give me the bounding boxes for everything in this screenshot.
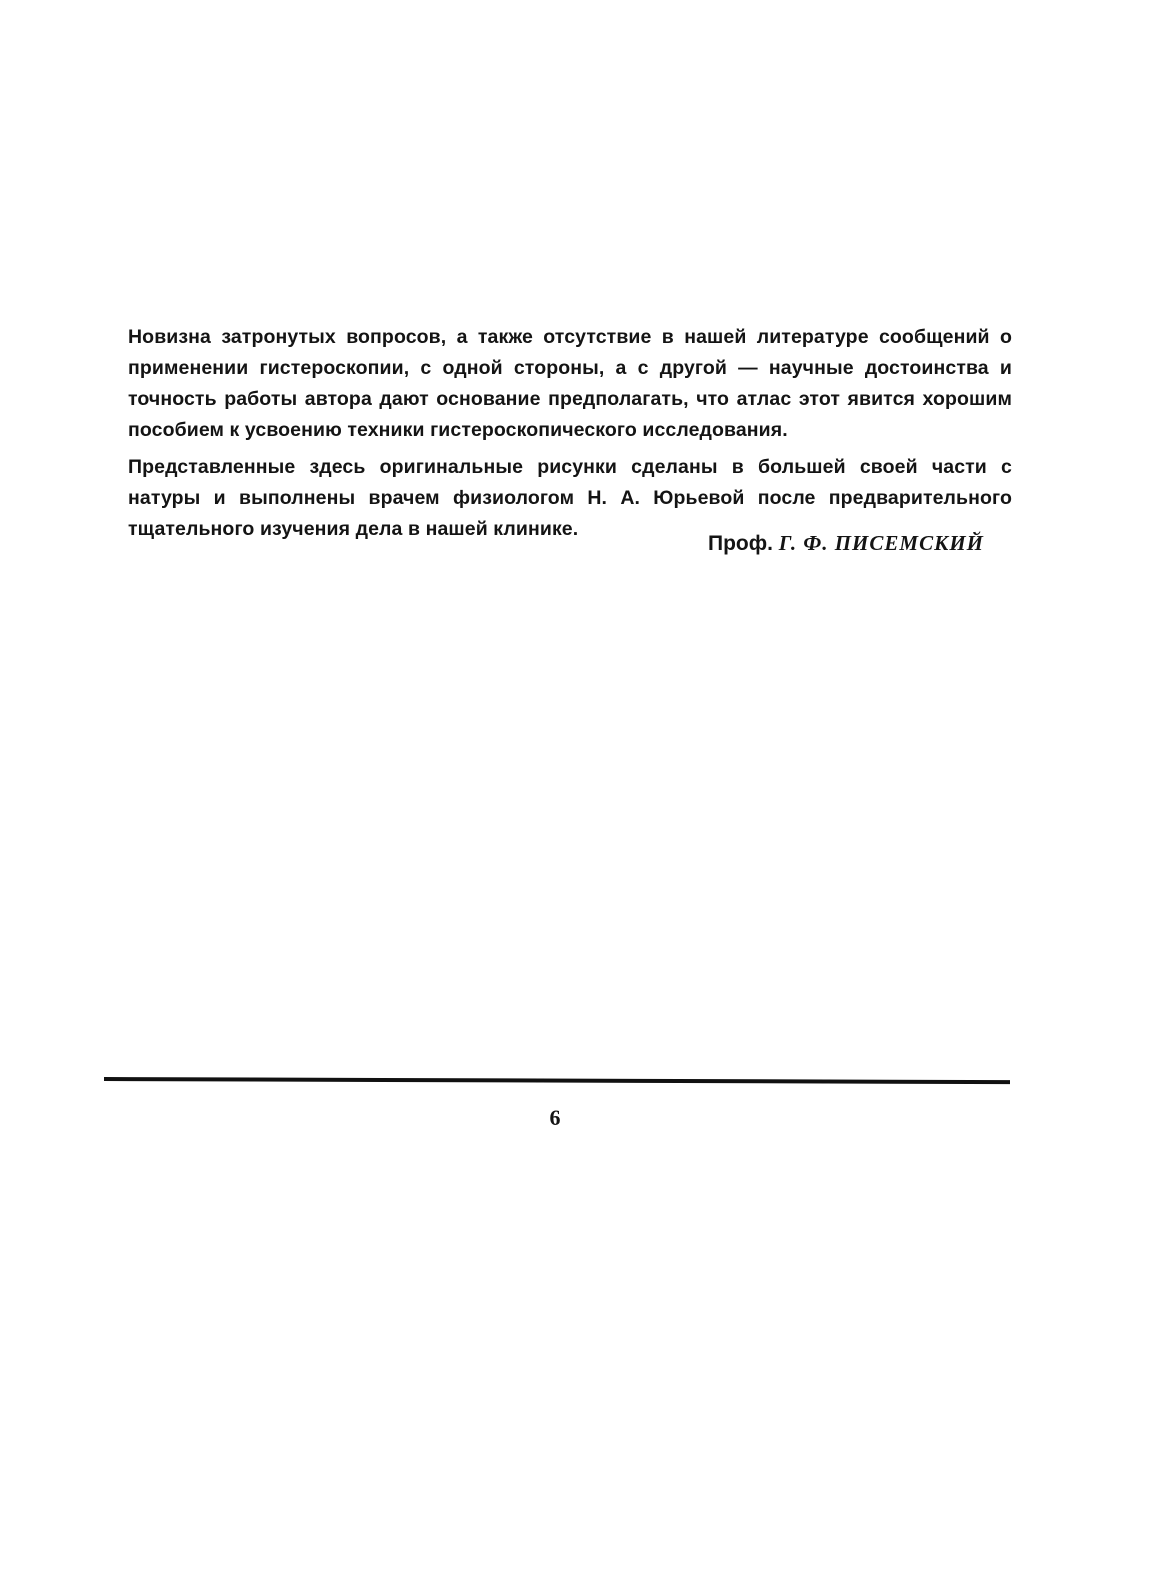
signature xyxy=(600,528,984,559)
paragraph-2: Представленные здесь оригинальные рисунки сделаны в большей своей части с натуры и выполнены врачем физиологом Н. А. Юрьевой после предварительного тщательного изучения дела в нашей клинике. xyxy=(128,456,1012,540)
page-number: 6 xyxy=(549,1105,561,1130)
body-text xyxy=(128,322,1012,545)
signature-title: Проф. xyxy=(707,532,779,555)
footer-rule xyxy=(104,1077,1010,1084)
paragraph-1: Новизна затронутых вопросов, а также отсутствие в нашей литературе сообщений о применении гистероскопии, с одной стороны, а с другой — научные достоинства и точность работы автора дают основание предполагать, что атлас этот явится хорошим пособием к усвоению техники гистероскопического исследования. xyxy=(128,326,1012,441)
signature-name: Г. Ф. ПИСЕМСКИЙ xyxy=(778,531,984,555)
